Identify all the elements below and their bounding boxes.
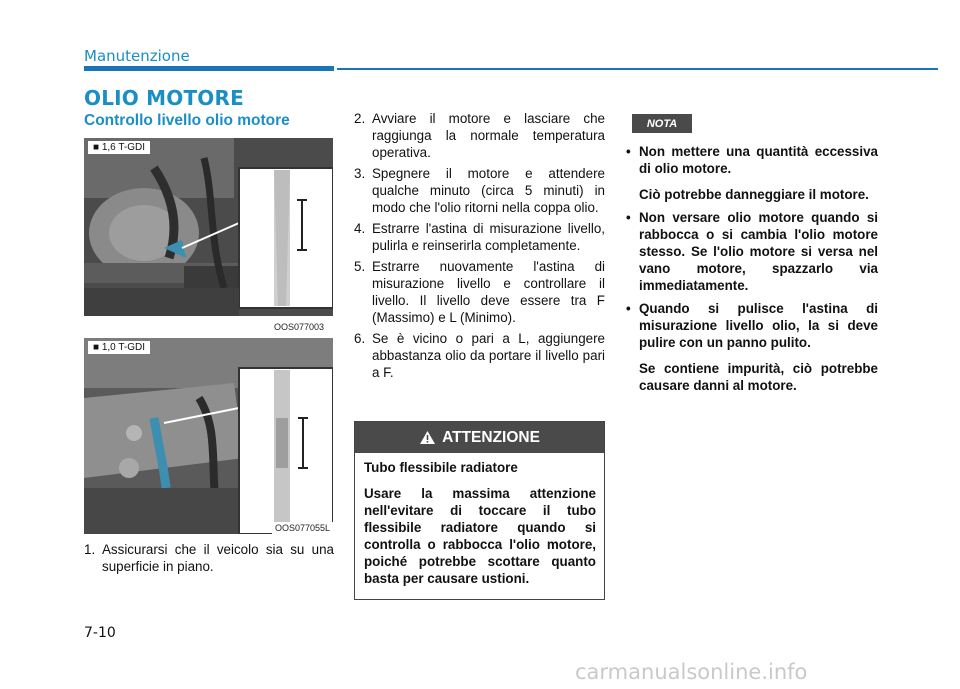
step-item: [354, 110, 605, 161]
figure-code-2: OOS077055L: [272, 522, 333, 534]
step-text: Assicurarsi che il veicolo sia su una superficie in piano.: [102, 542, 334, 574]
section-label: Manutenzione: [84, 47, 190, 65]
step-number: 6.: [354, 331, 366, 346]
note-bullet: [623, 300, 878, 394]
note-text: Se contiene impurità, ciò potrebbe causare danni al motore.: [639, 361, 878, 393]
step-item: [354, 330, 605, 381]
note-text: • Non versare olio motore quando si rabbocca o si cambia l'olio motore stesso. Se l'olio motore si versa nel vano motore, spazzarlo via immediatamente.: [639, 210, 878, 293]
section-subtitle: Controllo livello olio motore: [84, 112, 290, 129]
step-number: 5.: [354, 259, 366, 274]
watermark: carmanualsonline.info: [575, 660, 808, 684]
step-number: 2.: [354, 111, 366, 126]
note-text: Ciò potrebbe danneggiare il motore.: [639, 187, 869, 202]
step-text: Se è vicino o pari a L, aggiungere abbastanza olio da portare il livello pari a F.: [372, 331, 605, 380]
step-item: [354, 220, 605, 254]
note-list: [623, 143, 878, 400]
warning-label: ATTENZIONE: [442, 428, 540, 446]
engine-photo-1-6-tgdi: [84, 138, 333, 316]
warning-box: [354, 421, 605, 600]
step-text: Estrarre nuovamente l'astina di misurazione livello e controllare il livello. Il livello deve essere tra F (Massimo) e L (Minimo).: [372, 259, 605, 325]
note-text: • Non mettere una quantità eccessiva di olio motore.: [639, 144, 878, 176]
step-text: Avviare il motore e lasciare che raggiunga la normale temperatura operativa.: [372, 111, 605, 160]
figure-code-1: OOS077003: [274, 322, 325, 332]
warning-text: Usare la massima attenzione nell'evitare di toccare il tubo flessibile radiatore quando si controlla o rabbocca l'olio motore, poiché potrebbe scottare quanto basta per causare ustioni.: [364, 486, 596, 586]
warning-triangle-icon: [419, 430, 436, 445]
step-list-col2: [354, 110, 605, 385]
step-number: 4.: [354, 221, 366, 236]
step-item: [354, 258, 605, 326]
step-text: Estrarre l'astina di misurazione livello, pulirla e reinserirla completamente.: [372, 221, 605, 253]
step-item: [84, 541, 334, 575]
step-item: [354, 165, 605, 216]
page-title: OLIO MOTORE: [84, 86, 244, 110]
page-number: 7-10: [84, 625, 116, 641]
note-bullet: [623, 209, 878, 294]
engine-photo-1-0-tgdi: [84, 338, 333, 534]
warning-title: Tubo flessibile radiatore: [364, 460, 518, 475]
note-badge: NOTA: [632, 114, 692, 133]
note-bullet: [623, 143, 878, 203]
step-list-col1: [84, 541, 334, 575]
header-rule-dark: [84, 66, 334, 71]
figure-tag-1: ■ 1,6 T-GDI: [88, 141, 150, 154]
warning-body: [355, 453, 604, 587]
figure-tag-2: ■ 1,0 T-GDI: [88, 341, 150, 354]
step-text: Spegnere il motore e attendere qualche minuto (circa 5 minuti) in modo che l'olio ritorni nella coppa olio.: [372, 166, 605, 215]
header-rule-light: [337, 68, 938, 70]
note-text: • Quando si pulisce l'astina di misurazione livello olio, la si deve pulire con un panno pulito.: [639, 301, 878, 350]
step-number: 1.: [84, 542, 96, 557]
warning-header: [355, 422, 604, 453]
step-number: 3.: [354, 166, 366, 181]
